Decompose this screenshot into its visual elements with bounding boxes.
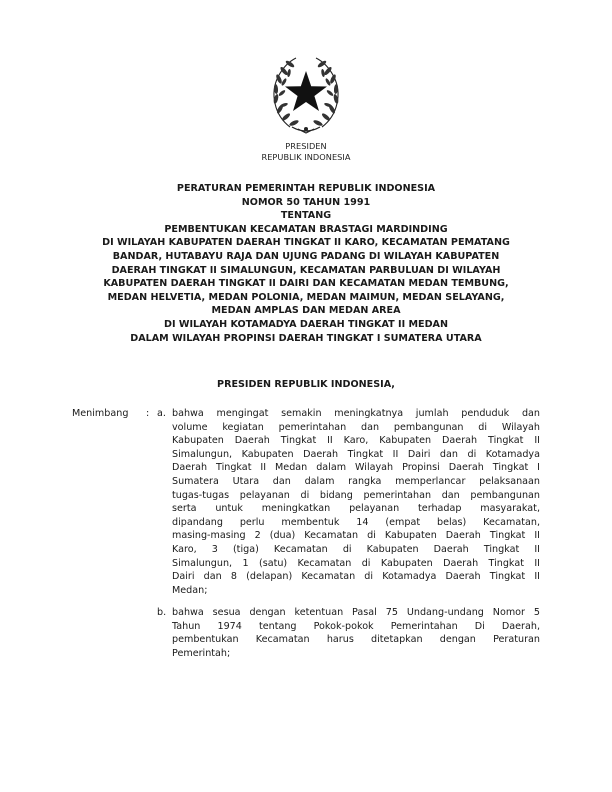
- title-line: NOMOR 50 TAHUN 1991: [241, 196, 371, 208]
- title-line: PERATURAN PEMERINTAH REPUBLIK INDONESIA: [176, 183, 436, 194]
- title-line: DAERAH TINGKAT II SIMALUNGUN, KECAMATAN PARBULUAN DI WILAYAH: [111, 264, 501, 276]
- item-line: dipandang perlu membentuk 14 (empat belas) Kecamatan,: [172, 516, 540, 528]
- item-line: tugas-tugas pelayanan di bidang pemerintahan dan pembangunan: [172, 489, 540, 501]
- title-line: MEDAN AMPLAS DAN MEDAN AREA: [211, 305, 401, 317]
- item-line: bahwa sesua dengan ketentuan Pasal 75 Undang-undang Nomor 5: [172, 607, 540, 618]
- item-line: Daerah Tingkat II Medan dalam Wilayah Propinsi Daerah Tingkat I: [172, 462, 540, 474]
- item-marker: a.: [157, 408, 166, 419]
- item-line: Kabupaten Daerah Tingkat II Karo, Kabupaten Daerah Tingkat II: [172, 435, 540, 447]
- item-line: Simalungun, Kabupaten Daerah Tingkat II Dairi dan di Kotamadya: [172, 448, 540, 460]
- title-line: BANDAR, HUTABAYU RAJA DAN UJUNG PADANG DI WILAYAH KABUPATEN: [112, 250, 500, 262]
- institution-line-2: REPUBLIK INDONESIA: [261, 152, 351, 162]
- item-line: Sumatera Utara dan dalam rangka memperlancar pelaksanaan: [172, 475, 540, 487]
- title-line: PEMBENTUKAN KECAMATAN BRASTAGI MARDINDING: [164, 223, 448, 235]
- item-body: [172, 606, 540, 660]
- title-line: DI WILAYAH KABUPATEN DAERAH TINGKAT II KARO, KECAMATAN PEMATANG: [102, 237, 510, 249]
- institution-line-1: PRESIDEN: [285, 141, 327, 151]
- regulation-title: [60, 182, 552, 345]
- title-line: DI WILAYAH KOTAMADYA DAERAH TINGKAT II MEDAN: [163, 318, 448, 330]
- item-line: Medan;: [172, 584, 208, 596]
- item-line: masing-masing 2 (dua) Kecamatan di Kabupaten Daerah Tingkat II: [172, 530, 540, 542]
- item-line: pembentukan Kecamatan harus ditetapkan dengan Peraturan: [172, 634, 540, 646]
- item-line: Karo, 3 (tiga) Kecamatan di Kabupaten Daerah Tingkat II: [172, 543, 540, 555]
- garuda-star-emblem-icon: [268, 49, 344, 137]
- item-line: bahwa mengingat semakin meningkatnya jumlah penduduk dan: [172, 408, 540, 419]
- item-body: [172, 407, 540, 597]
- item-line: Pemerintah;: [172, 647, 231, 659]
- item-marker: b.: [157, 607, 167, 618]
- considering-colon: :: [146, 408, 150, 419]
- considering-label: Menimbang: [72, 408, 129, 419]
- item-line: volume kegiatan pemerintahan dan pembangunan di Wilayah: [172, 421, 540, 433]
- item-line: Simalungun, 1 (satu) Kecamatan di Kabupaten Daerah Tingkat II: [172, 557, 540, 569]
- item-line: serta untuk meningkatkan pelayanan terhadap masyarakat,: [172, 503, 540, 515]
- title-line: KABUPATEN DAERAH TINGKAT II DAIRI DAN KECAMATAN MEDAN TEMBUNG,: [103, 278, 509, 290]
- title-line: TENTANG: [280, 210, 332, 222]
- item-line: Tahun 1974 tentang Pokok-pokok Pemerintahan Di Daerah,: [172, 620, 540, 632]
- title-line: DALAM WILAYAH PROPINSI DAERAH TINGKAT I SUMATERA UTARA: [130, 332, 482, 344]
- item-line: Dairi dan 8 (delapan) Kecamatan di Kotamadya Daerah Tingkat II: [172, 571, 540, 583]
- president-heading: PRESIDEN REPUBLIK INDONESIA,: [217, 379, 395, 390]
- title-line: MEDAN HELVETIA, MEDAN POLONIA, MEDAN MAIMUN, MEDAN SELAYANG,: [107, 291, 505, 303]
